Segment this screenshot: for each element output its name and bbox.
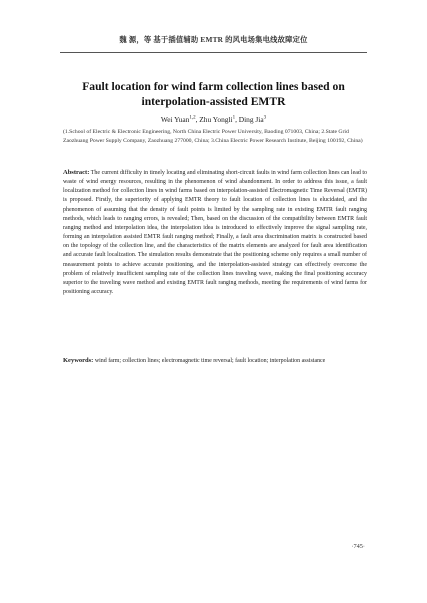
page-number: ·745· (351, 543, 365, 550)
keywords-label: Keywords: (63, 357, 94, 364)
author-name: Wei Yuan (160, 115, 190, 124)
affiliations: (1.School of Electric & Electronic Engineering, North China Electric Power University, Baoding 071003, China; 2.State Grid Zaozhuang Power Supply Company, Zaozhuang 277000, China; 3.China Electric Power Research Institute, Beijing 100192, China) (63, 129, 363, 144)
author-list: Wei Yuan$^{1,2}$, Zhu Yongli$^1$, Ding Jia$^3$ (160, 115, 267, 124)
abstract-label: Abstract: (63, 169, 90, 176)
author-affiliation-mark: 1 (232, 115, 236, 121)
author-name: Zhu Yongli (199, 115, 233, 124)
keywords (63, 356, 367, 366)
running-header: 魏 源，等 基于插值辅助 EMTR 的风电场集电线故障定位 (119, 35, 308, 44)
abstract-body: The current difficulty in timely locating and eliminating short-circuit faults in wind farm collection lines can lead to waste of wind energy resources, resulting in the phenomenon of wind abandonment. In order to address this issue, a fault localization method for collection lines in wind farms based on interpolation-assisted Electromagnetic Time Reversal (EMTR) is proposed. Firstly, the superiority of applying EMTR theory to fault location of collection lines is elucidated, and the phenomenon of assuming that the density of fault points is limited by the sampling rate in existing EMTR fault ranging methods, which leads to ranging errors, is revealed; Then, based on the discussion of the compatibility between EMTR fault ranging method and interpolation idea, the interpolation idea is introduced to effectively improve the signal sampling rate, forming an interpolation assisted EMTR fault ranging method; Finally, a fault area discrimination matrix is constructed based on the topology of the collection line, and the characteristics of the matrix elements are analyzed for fault area identification and accurate fault localization. The simulation results demonstrate that the positioning scheme only requires a small number of measurement points to achieve accurate positioning, and the interpolation-assisted strategy can effectively overcome the problem of relatively insufficient sampling rate of the collection lines traveling wave, making the final positioning accuracy superior to the traveling wave method and existing EMTR fault ranging methods, meeting the requirements of wind farms for positioning accuracy. (63, 170, 367, 296)
paper-title: Fault location for wind farm collection lines based on interpolation-assisted EMTR (82, 80, 345, 108)
author-affiliation-mark: 1,2 (189, 115, 196, 121)
keywords-body: wind farm; collection lines; electromagnetic time reversal; fault location; interpolation assistance (93, 358, 326, 364)
header-divider (60, 52, 367, 53)
author-affiliation-mark: 3 (263, 115, 267, 121)
author-name: Ding Jia (238, 115, 264, 124)
abstract (63, 168, 367, 297)
